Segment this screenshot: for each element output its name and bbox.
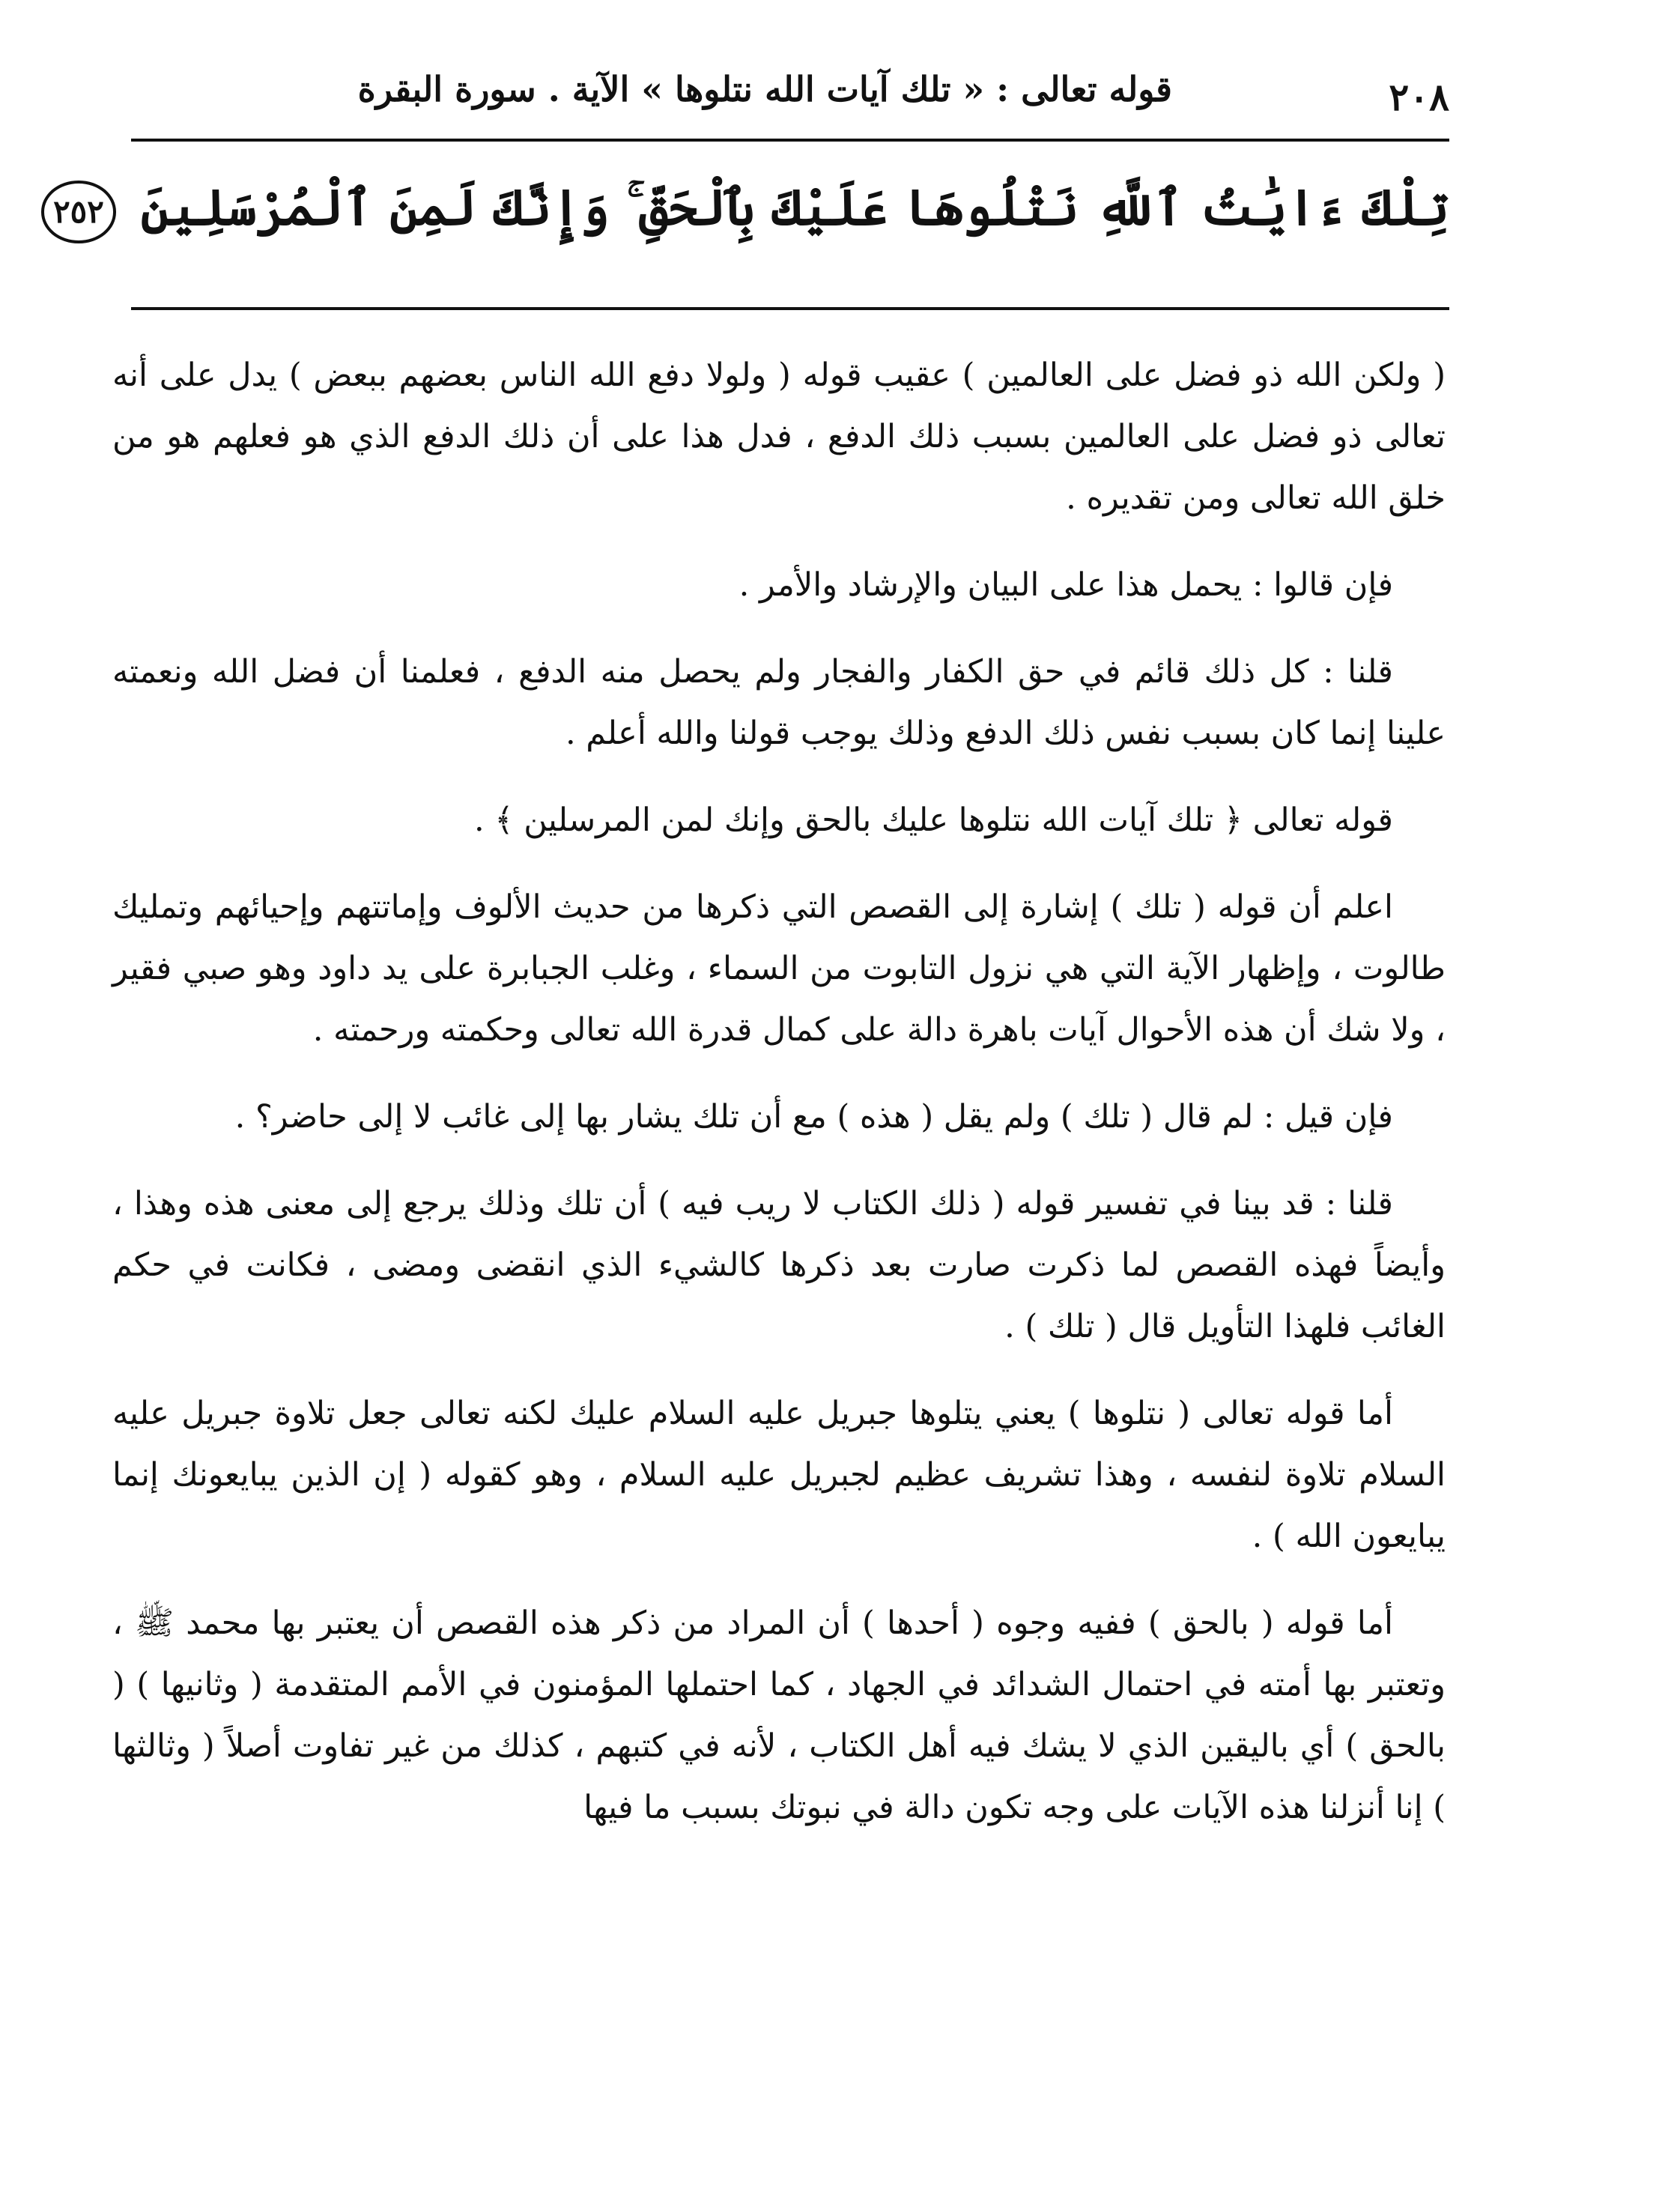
header-rule — [131, 139, 1449, 142]
paragraph: قوله تعالى ﴿ تلك آيات الله نتلوها عليك بالحق وإنك لمن المرسلين ﴾ . — [474, 802, 1393, 839]
verse-number-marker: ٢٥٢ — [41, 181, 116, 243]
verse-rule — [131, 307, 1449, 310]
verse-text: تِلْكَ ءَايَٰتُ ٱللَّهِ نَتْلُوهَا عَلَيْكَ بِٱلْحَقِّ ۚ وَإِنَّكَ لَمِنَ ٱلْمُرْسَلِينَ — [140, 178, 1449, 237]
paragraph: قلنا : كل ذلك قائم في حق الكفار والفجار ولم يحصل منه الدفع ، فعلمنا أن فضل الله ونعمته علينا إنما كان بسبب نفس ذلك الدفع وذلك يوجب قولنا والله أعلم . — [112, 653, 1446, 752]
paragraph: فإن قيل : لم قال ( تلك ) ولم يقل ( هذه ) مع أن تلك يشار بها إلى غائب لا إلى حاضر؟ . — [234, 1098, 1393, 1136]
paragraph: أما قوله تعالى ( نتلوها ) يعني يتلوها جبريل عليه السلام عليك لكنه تعالى جعل تلاوة جبريل عليه السلام تلاوة لنفسه ، وهذا تشريف عظيم لجبريل عليه السلام ، وهو كقوله ( إن الذين يبايعونك إنما يبايعون الله ) . — [112, 1395, 1446, 1555]
commentary-text — [112, 345, 1446, 1864]
paragraph: أما قوله ( بالحق ) ففيه وجوه ( أحدها ) أن المراد من ذكر هذه القصص أن يعتبر بها محمد ﷺ ، وتعتبر بها أمته في احتمال الشدائد في الجهاد ، كما احتملها المؤمنون في الأمم المتقدمة ( وثانيها ) ( بالحق ) أي باليقين الذي لا يشك فيه أهل الكتاب ، لأنه في كتبهم ، كذلك من غير تفاوت أصلاً ( وثالثها ) إنا أنزلنا هذه الآيات على وجه تكون دالة في نبوتك بسبب ما فيها — [112, 1605, 1446, 1826]
paragraph: فإن قالوا : يحمل هذا على البيان والإرشاد والأمر . — [739, 566, 1393, 604]
paragraph: اعلم أن قوله ( تلك ) إشارة إلى القصص التي ذكرها من حديث الألوف وإماتتهم وإحيائهم وتمليك طالوت ، وإظهار الآية التي هي نزول التابوت من السماء ، وغلب الجبابرة على يد داود وهو صبي فقير ، ولا شك أن هذه الأحوال آيات باهرة دالة على كمال قدرة الله تعالى وحكمته ورحمته . — [112, 888, 1446, 1049]
page-number: ٢٠٨ — [1389, 75, 1449, 119]
header-title: قوله تعالى : « تلك آيات الله نتلوها » الآية . سورة البقرة — [357, 69, 1172, 109]
running-header — [131, 69, 1449, 129]
paragraph: قلنا : قد بينا في تفسير قوله ( ذلك الكتاب لا ريب فيه ) أن تلك وذلك يرجع إلى معنى هذه وهذا ، وأيضاً فهذه القصص لما ذكرت صارت بعد ذكرها كالشيء الذي انقضى ومضى ، فكانت في حكم الغائب فلهذا التأويل قال ( تلك ) . — [112, 1185, 1446, 1345]
paragraph: ( ولكن الله ذو فضل على العالمين ) عقيب قوله ( ولولا دفع الله الناس بعضهم ببعض ) يدل على أنه تعالى ذو فضل على العالمين بسبب ذلك الدفع ، فدل هذا على أن ذلك الدفع الذي هو فعلهم هو من خلق الله تعالى ومن تقديره . — [112, 357, 1446, 517]
quran-verse — [53, 169, 1449, 248]
